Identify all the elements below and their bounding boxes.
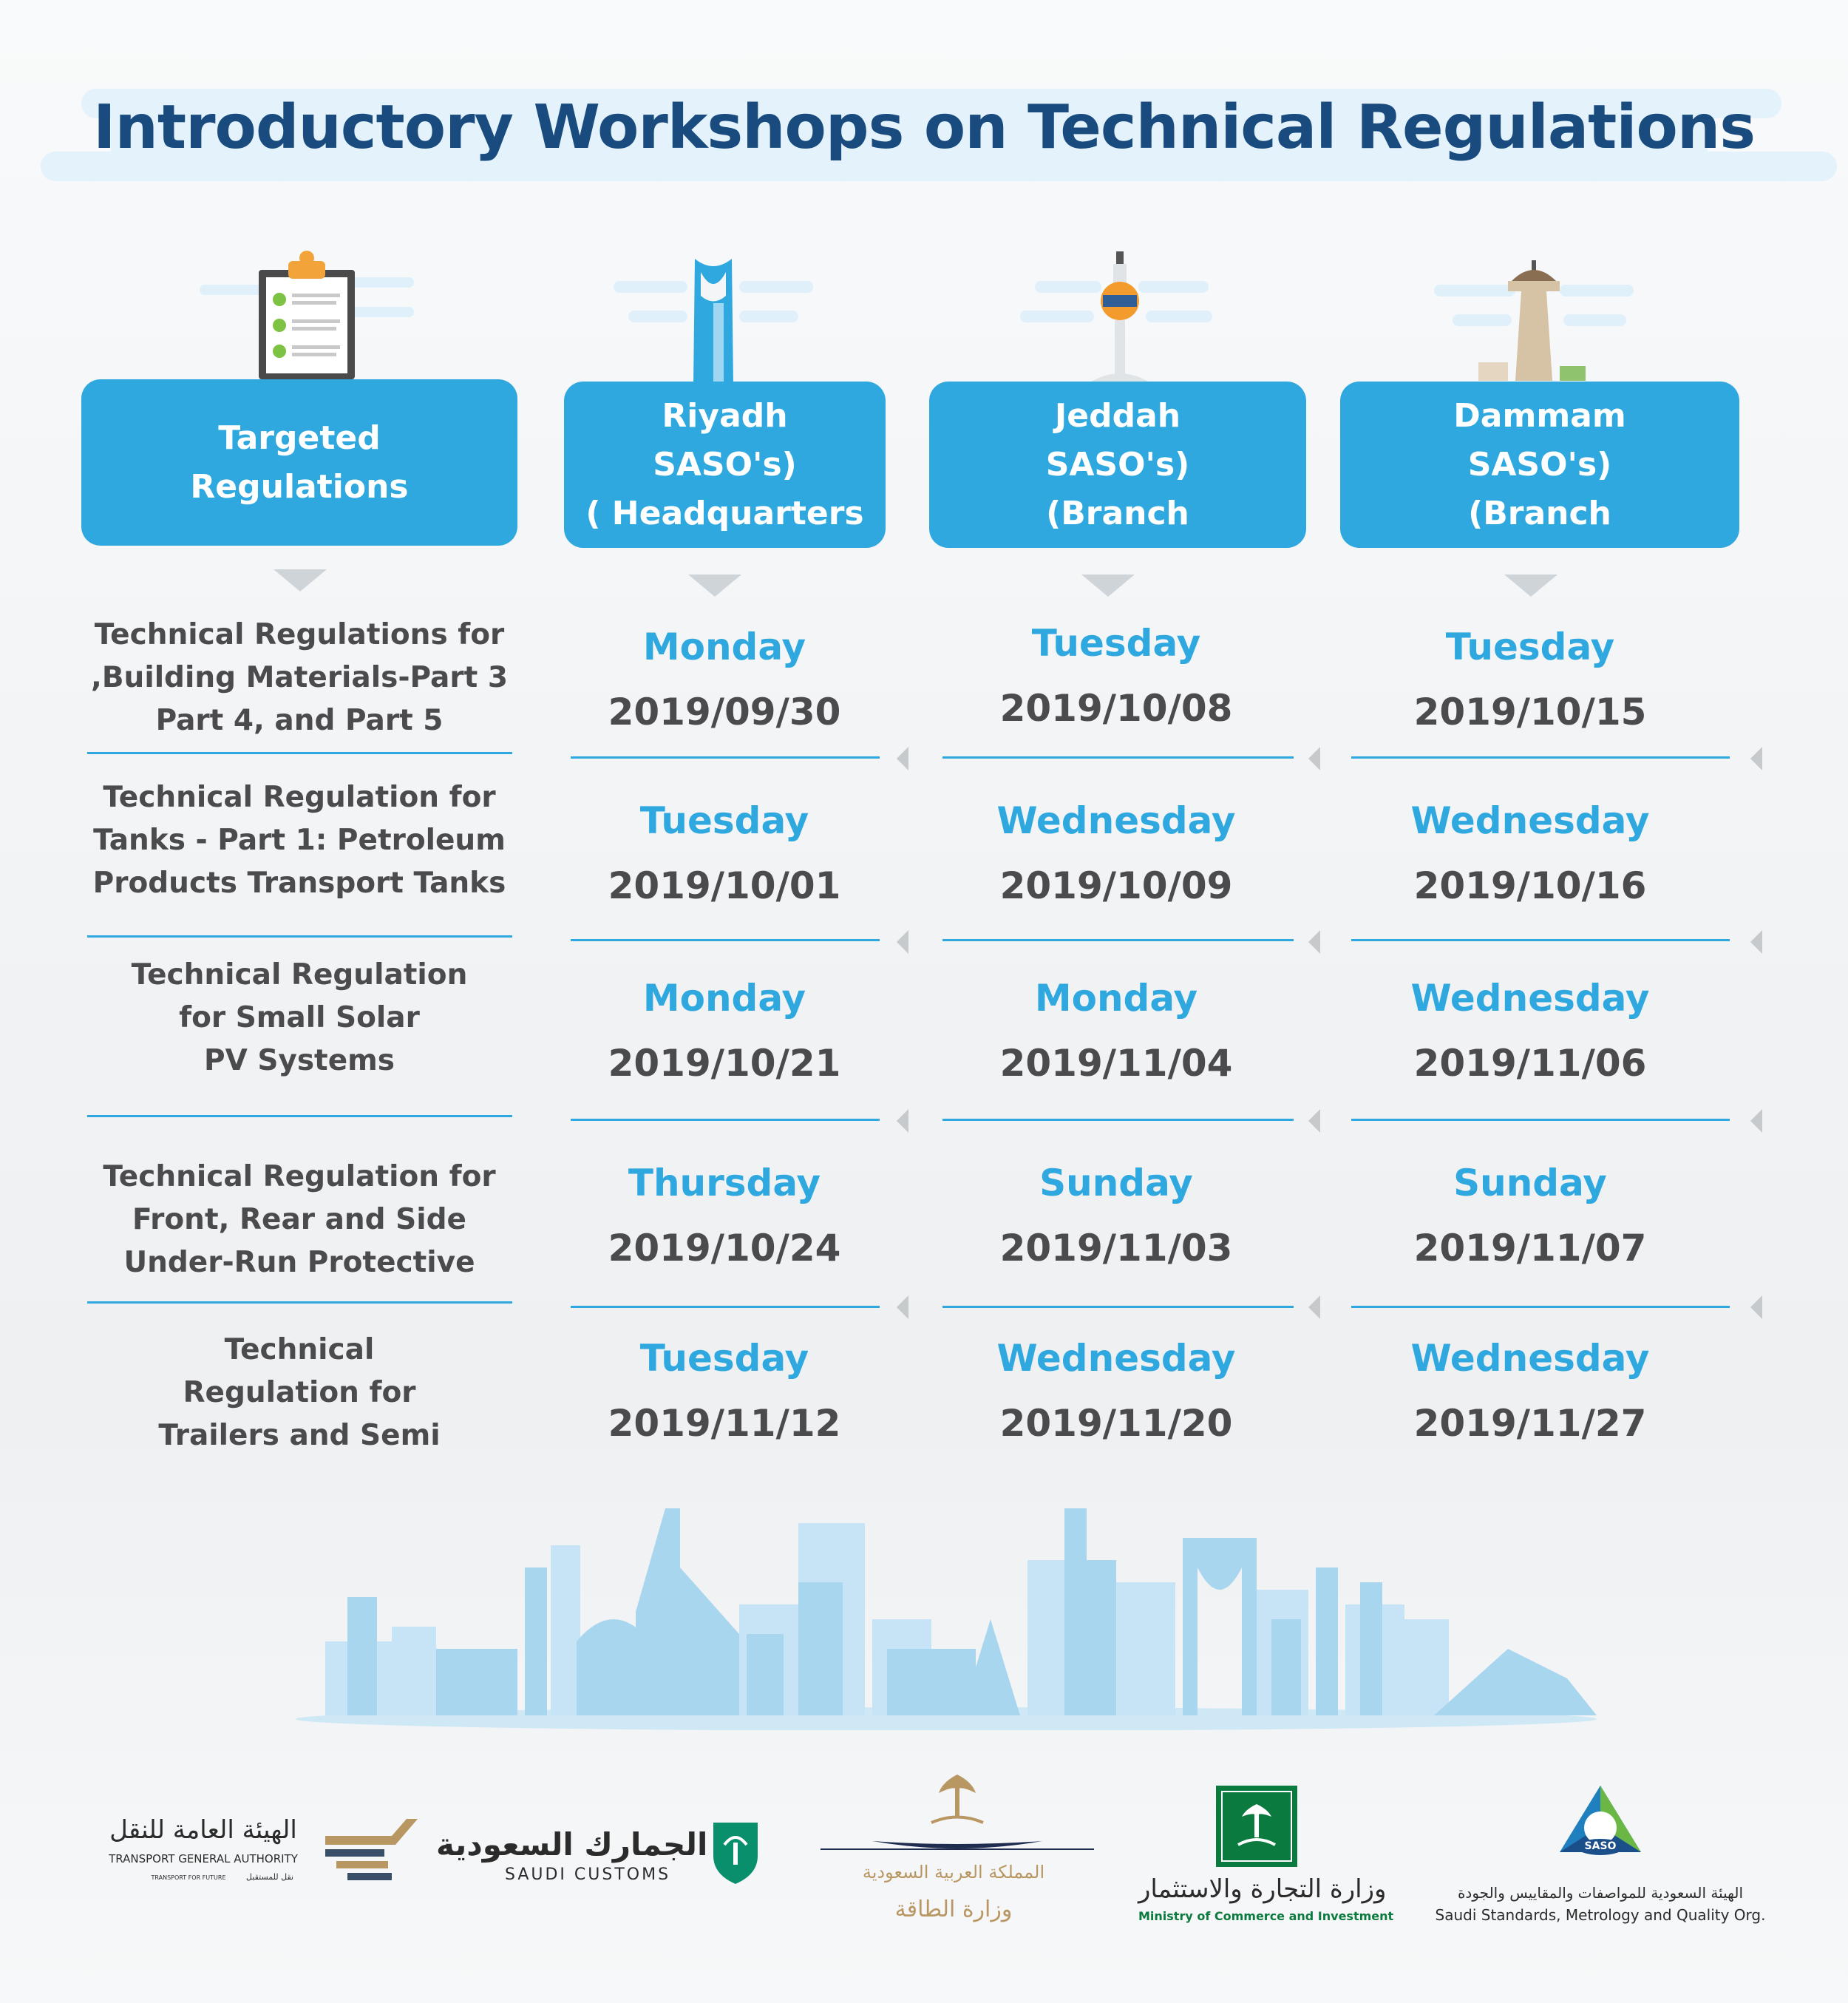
date-label: 2019/10/09 (999, 864, 1233, 907)
header-dammam-line-2: SASO's) (1467, 445, 1612, 484)
day-label: Monday (1034, 977, 1198, 1020)
table-row-2-regulation (89, 776, 510, 905)
table-row-5-dammam (1353, 1336, 1708, 1446)
day-label: Wednesday (996, 799, 1236, 842)
header-regulations-line-1: Targeted (218, 418, 381, 457)
row-divider (87, 935, 512, 938)
jeddah-down-arrow (1081, 575, 1135, 597)
tga-arabic-name: الهيئة العامة للنقل (109, 1815, 297, 1845)
row-divider (1351, 1306, 1730, 1308)
row-divider (87, 1301, 512, 1304)
left-arrow-icon (897, 1295, 908, 1319)
day-label: Monday (642, 626, 806, 668)
day-label: Thursday (628, 1162, 821, 1204)
left-arrow-icon (1750, 930, 1762, 954)
row-divider (571, 756, 880, 759)
customs-emblem-icon (710, 1819, 761, 1885)
energy-ministry-name: وزارة الطاقة (894, 1897, 1013, 1922)
dammam-down-arrow (1504, 575, 1557, 597)
date-label: 2019/11/12 (608, 1402, 841, 1445)
riyadh-down-arrow (688, 575, 741, 597)
left-arrow-icon (1308, 1109, 1320, 1133)
regulation-line: Technical Regulations for (94, 618, 505, 651)
day-label: Wednesday (1410, 977, 1650, 1020)
row-divider (942, 756, 1294, 759)
date-label: 2019/10/01 (608, 864, 841, 907)
saso-badge-text: SASO (1584, 1840, 1617, 1852)
date-label: 2019/10/24 (608, 1227, 841, 1270)
left-arrow-icon (1750, 1109, 1762, 1133)
date-label: 2019/10/21 (608, 1042, 841, 1085)
day-label: Wednesday (1410, 1337, 1650, 1380)
header-dammam (1340, 382, 1739, 548)
regulation-line: Front, Rear and Side (132, 1203, 466, 1236)
header-regulations-line-2: Regulations (190, 467, 409, 506)
table-row-1-riyadh (569, 625, 880, 734)
regulation-line: PV Systems (203, 1044, 395, 1077)
table-row-5-jeddah (939, 1336, 1294, 1446)
dammam-tower-icon (1434, 251, 1637, 384)
regulation-line: Technical Regulation for (103, 1160, 496, 1193)
tga-emblem-icon (325, 1815, 418, 1882)
clipboard-icon (200, 248, 421, 381)
date-label: 2019/11/20 (999, 1402, 1233, 1445)
page-title: Introductory Workshops on Technical Regulations (93, 92, 1755, 163)
jeddah-tower-icon (1020, 248, 1220, 384)
table-row-4-riyadh (569, 1161, 880, 1270)
table-row-5-regulation (89, 1329, 510, 1457)
regulation-line: Under-Run Protective (123, 1246, 475, 1279)
header-jeddah (929, 382, 1306, 548)
regulation-line: for Small Solar (179, 1001, 420, 1034)
date-label: 2019/11/06 (1413, 1042, 1647, 1085)
tga-tagline-en: TRANSPORT FOR FUTURE (151, 1874, 226, 1881)
day-label: Wednesday (996, 1337, 1236, 1380)
left-arrow-icon (897, 930, 908, 954)
tga-tagline-ar: نقل للمستقبل (245, 1872, 294, 1882)
date-label: 2019/11/27 (1413, 1402, 1647, 1445)
table-row-4-jeddah (939, 1161, 1294, 1270)
day-label: Wednesday (1410, 799, 1650, 842)
table-row-3-dammam (1353, 976, 1708, 1085)
regulation-line: ,Building Materials-Part 3 (91, 661, 508, 694)
regulation-line: Regulation for (183, 1376, 416, 1409)
table-row-2-dammam (1353, 799, 1708, 908)
regulation-line: Tanks - Part 1: Petroleum (93, 824, 506, 857)
day-label: Tuesday (1445, 626, 1615, 668)
row-divider (1351, 939, 1730, 941)
left-arrow-icon (897, 1109, 908, 1133)
saso-english-name: Saudi Standards, Metrology and Quality Org. (1435, 1906, 1766, 1924)
header-riyadh (564, 382, 886, 548)
header-dammam-line-1: Dammam (1453, 396, 1626, 435)
day-label: Sunday (1453, 1162, 1607, 1204)
table-row-2-riyadh (569, 799, 880, 908)
table-row-4-regulation (89, 1156, 510, 1284)
day-label: Tuesday (1031, 622, 1201, 665)
commerce-emblem-icon (1216, 1786, 1297, 1867)
row-divider (87, 752, 512, 754)
saso-arabic-name: الهيئة السعودية للمواصفات والمقاييس والجودة (1457, 1884, 1744, 1902)
regulation-line: Technical Regulation (131, 958, 468, 992)
table-row-3-regulation (89, 954, 510, 1082)
table-row-1-jeddah (939, 621, 1294, 731)
regulation-line: Part 4, and Part 5 (155, 704, 444, 737)
row-divider (571, 1306, 880, 1308)
header-regulations (81, 379, 517, 546)
header-jeddah-line-1: Jeddah (1054, 396, 1181, 435)
date-label: 2019/10/16 (1413, 864, 1647, 907)
energy-country-name: المملكة العربية السعودية (862, 1862, 1045, 1882)
date-label: 2019/11/03 (999, 1227, 1233, 1270)
left-arrow-icon (1750, 747, 1762, 770)
row-divider (942, 1119, 1294, 1121)
header-jeddah-line-2: SASO's) (1045, 445, 1190, 484)
table-row-3-riyadh (569, 976, 880, 1085)
regulation-line: Technical (224, 1333, 375, 1366)
date-label: 2019/11/07 (1413, 1227, 1647, 1270)
customs-arabic-name: الجمارك السعودية (436, 1826, 708, 1863)
row-divider (942, 1306, 1294, 1308)
day-label: Tuesday (639, 1337, 809, 1380)
header-riyadh-line-2: SASO's) (653, 445, 797, 484)
kingdom-tower-icon (614, 251, 813, 384)
left-arrow-icon (897, 747, 908, 770)
commerce-english-name: Ministry of Commerce and Investment (1138, 1909, 1394, 1923)
date-label: 2019/10/15 (1413, 691, 1647, 733)
table-row-1-dammam (1353, 625, 1708, 734)
left-arrow-icon (1308, 1295, 1320, 1319)
regulation-line: Technical Regulation for (103, 781, 496, 814)
customs-english-name: SAUDI CUSTOMS (504, 1865, 671, 1884)
header-jeddah-line-3: (Branch (1046, 494, 1189, 532)
date-label: 2019/09/30 (608, 691, 841, 733)
regulation-line: Trailers and Semi (158, 1419, 441, 1452)
regulation-line: Products Transport Tanks (92, 867, 506, 900)
row-divider (87, 1115, 512, 1117)
table-row-4-dammam (1353, 1161, 1708, 1270)
day-label: Tuesday (639, 799, 809, 842)
row-divider (571, 939, 880, 941)
table-row-5-riyadh (569, 1336, 880, 1446)
row-divider (942, 939, 1294, 941)
row-divider (1351, 1119, 1730, 1121)
date-label: 2019/11/04 (999, 1042, 1233, 1085)
palm-swords-emblem-icon (821, 1767, 1094, 1856)
table-row-2-jeddah (939, 799, 1294, 908)
city-skyline-illustration (296, 1464, 1597, 1730)
regulations-down-arrow (274, 569, 327, 592)
tga-english-name: TRANSPORT GENERAL AUTHORITY (109, 1852, 298, 1865)
header-dammam-line-3: (Branch (1468, 494, 1611, 532)
header-riyadh-line-1: Riyadh (662, 396, 788, 435)
left-arrow-icon (1308, 930, 1320, 954)
table-row-1-regulation (89, 614, 510, 742)
date-label: 2019/10/08 (999, 687, 1233, 730)
table-row-3-jeddah (939, 976, 1294, 1085)
row-divider (1351, 756, 1730, 759)
day-label: Monday (642, 977, 806, 1020)
row-divider (571, 1119, 880, 1121)
header-riyadh-line-3: ( Headquarters (585, 494, 864, 532)
day-label: Sunday (1039, 1162, 1193, 1204)
commerce-arabic-name: وزارة التجارة والاستثمار (1138, 1874, 1387, 1904)
left-arrow-icon (1750, 1295, 1762, 1319)
left-arrow-icon (1308, 747, 1320, 770)
